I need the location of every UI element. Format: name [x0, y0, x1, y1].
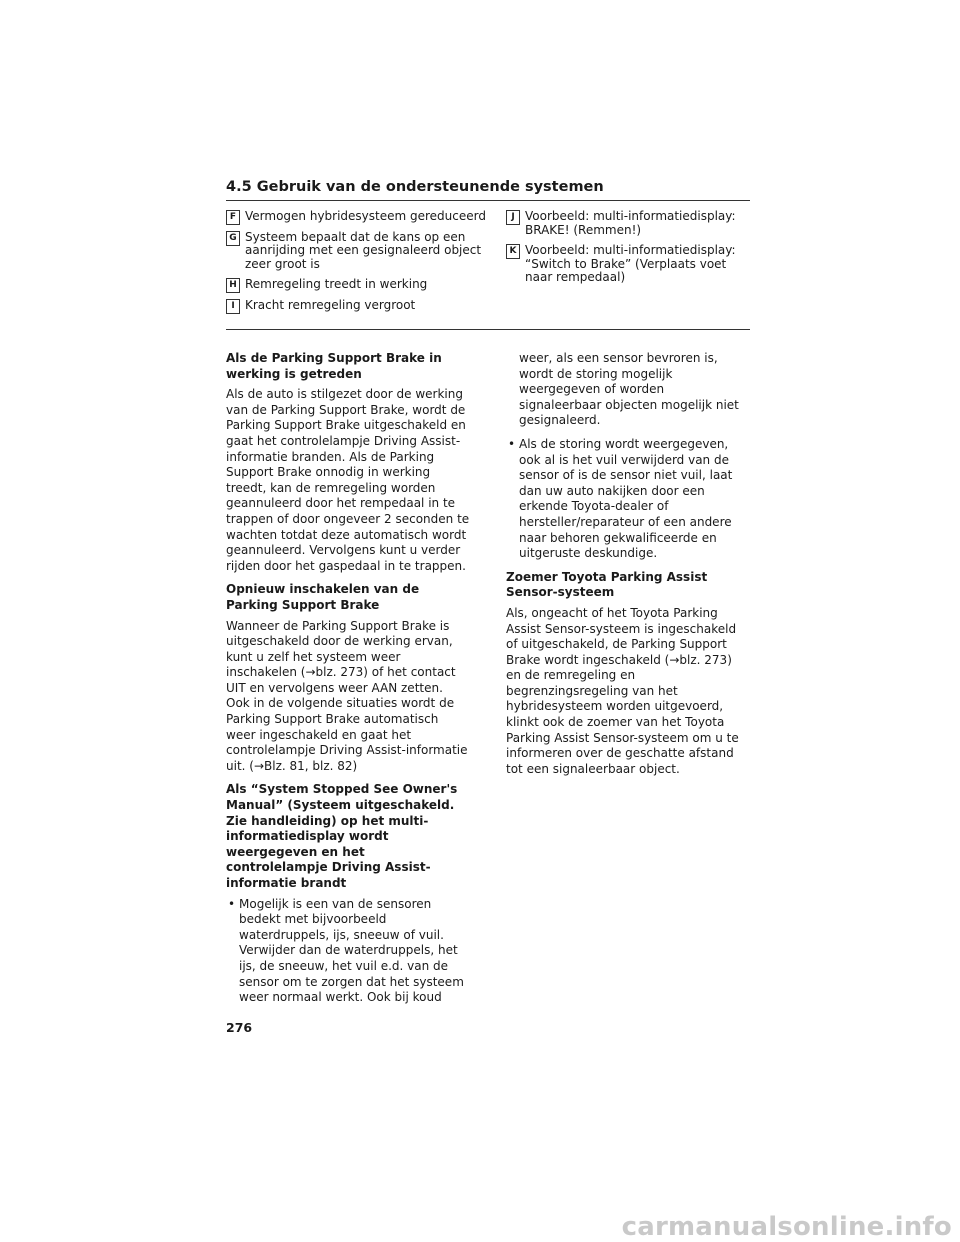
bullet-list	[226, 897, 470, 1006]
legend-text-g: Systeem bepaalt dat de kans op een aanrijding met een gesignaleerd object zeer groot is	[245, 229, 482, 271]
legend-key-i: I	[226, 299, 240, 314]
legend-text-f: Vermogen hybridesysteem gereduceerd	[245, 209, 486, 223]
page-number: 276	[226, 1020, 253, 1035]
paragraph-reenable-brake: Wanneer de Parking Support Brake is uitgeschakeld door de werking ervan, kunt u zelf het systeem weer inschakelen (→blz. 273) of het contact UIT en vervolgens weer AAN zetten. Ook in de volgende situaties wordt de Parking Support Brake automatisch weer ingeschakeld en gaat het controlelampje Driving Assist-informatie uit. (→Blz. 81, blz. 82)	[226, 618, 468, 773]
heading-reenable-brake: Opnieuw inschakelen van de Parking Support Brake	[226, 582, 420, 612]
list-item	[226, 897, 470, 1006]
heading-parking-support-brake-active: Als de Parking Support Brake in werking is getreden	[226, 351, 442, 381]
legend-column-left	[226, 210, 486, 319]
legend-item-h	[226, 278, 486, 292]
watermark-text[interactable]: carmanualsonline.info	[621, 1212, 952, 1242]
list-item-text: Mogelijk is een van de sensoren bedekt met bijvoorbeeld waterdruppels, ijs, sneeuw of vuil. Verwijder dan de waterdruppels, het ijs, de sneeuw, het vuil e.d. van de sensor om te zorgen dat het systeem weer normaal werkt. Ook bij koud	[239, 896, 464, 1005]
legend-text-k: Voorbeeld: multi-informatiedisplay: “Switch to Brake” (Verplaats voet naar rempedaal)	[525, 243, 736, 284]
right-column	[506, 351, 750, 785]
legend-item-i	[226, 299, 486, 313]
section-header: 4.5 Gebruik van de ondersteunende systemen	[226, 178, 750, 201]
heading-buzzer: Zoemer Toyota Parking Assist Sensor-systeem	[506, 569, 708, 600]
legend-key-k: K	[506, 244, 520, 259]
legend-text-j: Voorbeeld: multi-informatiedisplay: BRAKE! (Remmen!)	[525, 209, 736, 237]
legend-text-i: Kracht remregeling vergroot	[245, 297, 416, 312]
bullet-icon: •	[508, 436, 516, 451]
legend-item-k	[506, 244, 756, 285]
paragraph-buzzer: Als, ongeacht of het Toyota Parking Assist Sensor-systeem is ingeschakeld of uitgeschakeld, de Parking Support Brake wordt ingeschakeld (→blz. 273) en de remregeling en begrenzingsregeling van het hybridesysteem worden uitgevoerd, klinkt ook de zoemer van het Toyota Parking Assist Sensor-systeem om u te informeren over de geschatte afstand tot een signaleerbaar object.	[506, 605, 739, 776]
list-item	[506, 437, 750, 562]
legend-key-f: F	[226, 210, 240, 225]
bullet-list	[506, 437, 750, 562]
legend-text-h: Remregeling treedt in werking	[245, 277, 428, 291]
legend-key-h: H	[226, 278, 240, 293]
legend-item-j	[506, 210, 756, 237]
bullet-icon: •	[228, 896, 236, 911]
legend-column-right	[506, 210, 756, 292]
legend-item-g	[226, 231, 486, 272]
paragraph-brake-active: Als de auto is stilgezet door de werking van de Parking Support Brake, wordt de Parking Support Brake uitgeschakeld en gaat het controlelampje Driving Assist-informatie branden. Als de Parking Support Brake onnodig in werking treedt, kan de remregeling worden geannuleerd door het rempedaal in te trappen of door ongeveer 2 seconden te wachten totdat deze automatisch wordt geannuleerd. Vervolgens kunt u verder rijden door het gaspedaal in te trappen.	[226, 387, 470, 573]
heading-system-stopped: Als “System Stopped See Owner's Manual” (Systeem uitgeschakeld. Zie handleiding) op het multi-informatiedisplay wordt weergegeven en het controlelampje Driving Assist-informatie brandt	[226, 782, 458, 890]
legend-key-j: J	[506, 210, 520, 225]
legend-key-g: G	[226, 231, 240, 246]
legend-item-f	[226, 210, 486, 224]
left-column	[226, 351, 470, 1014]
bullet-continuation: weer, als een sensor bevroren is, wordt de storing mogelijk weergegeven of worden signaleerbaar objecten mogelijk niet gesignaleerd.	[519, 351, 739, 428]
list-item-text: Als de storing wordt weergegeven, ook al is het vuil verwijderd van de sensor of is de sensor niet vuil, laat dan uw auto nakijken door een erkende Toyota-dealer of hersteller/reparateur of een andere naar behoren gekwalificeerde en uitgeruste deskundige.	[519, 436, 733, 561]
legend-divider	[226, 329, 750, 330]
